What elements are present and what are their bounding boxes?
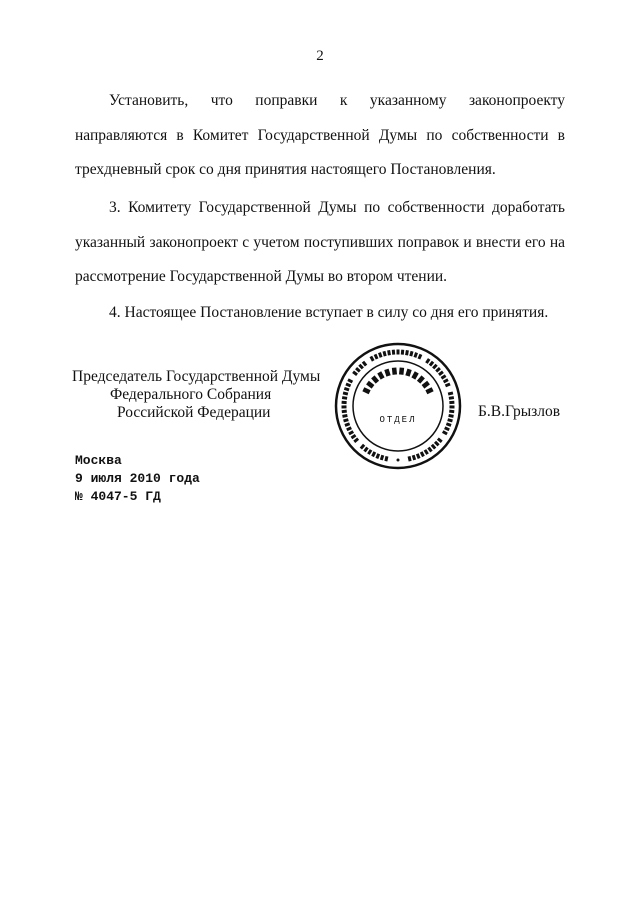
stamp-letter-mark [449, 405, 454, 408]
stamp-letter-mark [418, 354, 423, 360]
signatory-title [72, 368, 320, 422]
signatory-title-line2: Федерального Собрания [110, 386, 272, 403]
stamp-letter-mark [397, 350, 400, 355]
stamp-letter-mark [449, 410, 454, 413]
stamp-letter-mark [416, 453, 421, 459]
stamp-letter-mark [371, 375, 379, 383]
stamp-letter-mark [411, 371, 418, 379]
stamp-letter-mark [384, 456, 388, 462]
stamp-letter-mark [437, 437, 443, 442]
stamp-letter-mark [344, 387, 350, 391]
stamp-letter-mark [377, 371, 384, 379]
stamp-letter-mark [447, 418, 453, 422]
stamp-letter-mark [366, 381, 374, 389]
stamp-letter-mark [405, 350, 409, 355]
stamp-letter-mark [371, 451, 376, 457]
stamp-letter-mark [448, 391, 454, 395]
stamp-center-text: ОТДЕЛ [379, 415, 417, 425]
stamp-letter-mark [435, 367, 441, 373]
stamp-letter-mark [431, 444, 437, 450]
stamp-letter-mark [444, 426, 450, 431]
stamp-letter-mark [449, 401, 454, 404]
stamp-letter-mark [355, 367, 361, 373]
stamp-letter-mark [408, 456, 412, 462]
stamp-letter-mark [441, 374, 447, 379]
stamp-letter-mark [438, 371, 444, 376]
stamp-letter-mark [367, 449, 372, 455]
stamp-letter-mark [448, 414, 453, 418]
stamp-letter-mark [425, 358, 430, 364]
stamp-letter-mark [412, 455, 416, 461]
stamp-letter-mark [427, 447, 432, 453]
stamp-letter-mark [374, 354, 379, 360]
stamp-letter-mark [420, 451, 425, 457]
stamp-letter-mark [429, 361, 434, 367]
issue-place: Москва [75, 453, 122, 468]
stamp-letter-mark [399, 367, 404, 374]
signatory-title-line1: Председатель Государственной Думы [72, 368, 321, 385]
stamp-letter-mark [445, 383, 451, 388]
stamp-letter-mark [342, 401, 347, 404]
stamp-letter-mark [409, 351, 413, 357]
stamp-letter-mark [380, 455, 384, 461]
stamp-inner-lettering [362, 367, 433, 394]
stamp-letter-mark [345, 383, 351, 388]
stamp-outer-lettering [341, 350, 454, 462]
signatory-title-line3: Российской Федерации [117, 404, 271, 421]
paragraph-item-3 [75, 191, 565, 295]
stamp-letter-mark [446, 422, 452, 427]
stamp-letter-mark [360, 444, 366, 450]
stamp-letter-mark [342, 396, 347, 400]
stamp-letter-mark [424, 449, 429, 455]
issue-details [75, 452, 200, 506]
stamp-letter-mark [341, 405, 346, 408]
stamp-letter-mark [347, 378, 353, 383]
stamp-letter-mark [370, 356, 375, 362]
stamp-letter-mark [346, 426, 352, 431]
stamp-letter-mark [353, 437, 359, 442]
stamp-letter-mark [442, 430, 448, 435]
stamp-letter-mark [417, 375, 425, 383]
official-seal-stamp [334, 342, 462, 470]
stamp-letter-mark [363, 447, 368, 453]
stamp-letter-mark [449, 396, 454, 400]
stamp-letter-mark [384, 369, 390, 377]
stamp-letter-mark [425, 387, 433, 394]
stamp-letter-mark [422, 381, 430, 389]
stamp-letter-mark [432, 364, 438, 370]
stamp-letter-mark [362, 361, 367, 367]
stamp-letter-mark [392, 350, 395, 355]
stamp-letter-mark [387, 350, 391, 355]
stamp-letter-mark [352, 371, 358, 376]
stamp-letter-mark [342, 410, 347, 413]
paragraph-text: 4. Настоящее Постановление вступает в силу со дня его принятия. [109, 304, 549, 321]
stamp-letter-mark [413, 352, 417, 358]
page-number: 2 [316, 48, 324, 64]
stamp-letter-mark [434, 441, 440, 447]
paragraph-amendments-deadline [75, 84, 565, 188]
signatory-name: Б.В.Грызлов [478, 403, 561, 420]
paragraph-text: Установить, что поправки к указанному законопроекту направляются в Комитет Государственной Думы по собственности в трехдневный срок со дня принятия настоящего Постановления. [75, 92, 565, 178]
stamp-letter-mark [343, 418, 349, 422]
paragraph-text: 3. Комитету Государственной Думы по собственности доработать указанный законопроект с учетом поступивших поправок и внести его на рассмотрение Государственной Думы во втором чтении. [75, 199, 565, 285]
stamp-letter-mark [443, 378, 449, 383]
stamp-letter-mark [362, 387, 370, 394]
stamp-letter-mark [392, 367, 397, 374]
stamp-letter-mark [405, 369, 411, 377]
stamp-letter-mark [383, 351, 387, 357]
stamp-letter-mark [351, 434, 357, 439]
stamp-letter-mark [344, 422, 350, 427]
stamp-letter-mark [348, 430, 354, 435]
stamp-letter-mark [358, 364, 364, 370]
stamp-letter-mark [378, 352, 382, 358]
paragraph-item-4 [75, 296, 565, 331]
stamp-letter-mark [343, 391, 349, 395]
stamp-letter-mark [401, 350, 404, 355]
stamp-letter-mark [342, 414, 347, 418]
issue-number: № 4047-5 ГД [75, 489, 161, 504]
issue-date: 9 июля 2010 года [75, 471, 200, 486]
stamp-letter-mark [375, 453, 380, 459]
